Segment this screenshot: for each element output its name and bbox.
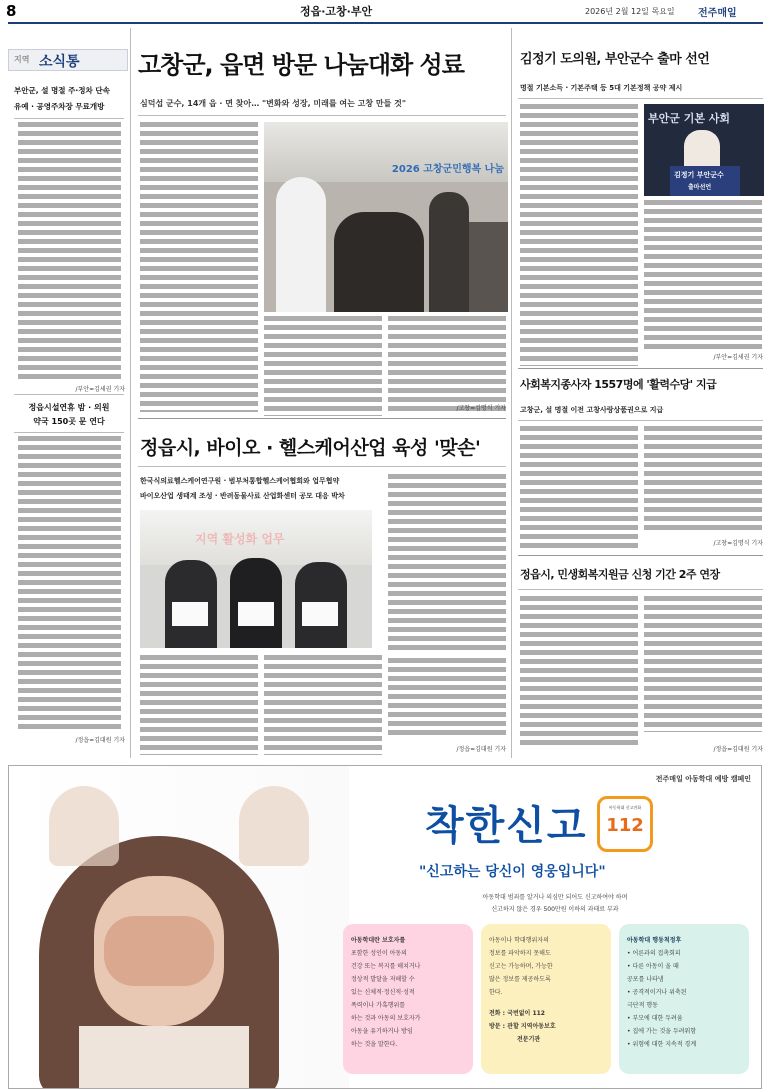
ad-info-box-how-to-report	[481, 924, 611, 1074]
ad-desc-line2: 신고하지 않은 경우 500만원 이하의 과태료 부과	[491, 906, 619, 913]
second-divider	[138, 466, 506, 467]
right3-body-col1	[520, 596, 638, 746]
right1-photo-sign-line2: 출마선언	[688, 184, 712, 191]
ad-box3-line: • 어른과의 접촉회피	[627, 950, 681, 957]
left-story1-byline: /부안=김세권 기자	[75, 386, 125, 393]
header-rule	[8, 22, 763, 24]
ad-slogan: "신고하는 당신이 영웅입니다"	[419, 864, 606, 880]
left-story2-title-line2: 약국 150곳 문 연다	[33, 417, 105, 426]
second-headline: 정읍시, 바이오 · 헬스케어산업 육성 '맞손'	[140, 437, 481, 459]
right1-subhead: 명절 기본소득 · 기본주택 등 5대 기본정책 공약 제시	[520, 84, 683, 92]
ad-box3-line: • 집에 가는 것을 두려워함	[627, 1028, 697, 1035]
ad-box1-line: 하는 것을 말한다.	[351, 1041, 398, 1048]
main-byline: /고창=김명식 기자	[456, 405, 506, 412]
second-body-col3	[264, 655, 382, 755]
ad-badge-number: 112	[606, 815, 644, 836]
left-divider	[14, 118, 124, 119]
right1-headline: 김정기 도의원, 부안군수 출마 선언	[520, 52, 710, 67]
ad-box1-line: 포함한 성인이 아동의	[351, 950, 407, 957]
right1-byline: /부안=김세권 기자	[713, 354, 763, 361]
ad-box1-line: 하는 것과 아동의 보호자가	[351, 1015, 421, 1022]
left-column-tag	[8, 49, 128, 71]
column-divider	[130, 28, 131, 758]
second-subhead-line2: 바이오산업 생태계 조성 · 반려동물사료 산업화센터 공모 대응 박차	[140, 492, 345, 500]
right3-byline: /정읍=김대원 기자	[713, 746, 763, 753]
ad-box2-line: 정보를 파악하지 못해도	[489, 950, 551, 957]
right1-body-col1	[520, 104, 638, 366]
second-photo	[140, 510, 372, 648]
right1-photo	[644, 104, 764, 196]
left-story2-body	[18, 436, 121, 732]
ad-box2-line: 많은 정보를 제공하도록	[489, 976, 551, 983]
left-divider	[14, 394, 124, 395]
right3-divider	[518, 589, 763, 590]
page-number: 8	[6, 2, 17, 20]
section-divider	[138, 418, 506, 419]
main-headline: 고창군, 읍면 방문 나눔대화 성료	[138, 51, 464, 79]
right3-body-col2	[644, 596, 762, 732]
ad-box3-line: • 부모에 대한 두려움	[627, 1015, 683, 1022]
left-story1-title-line2: 유예 · 공영주차장 무료개방	[14, 102, 105, 111]
left-divider	[14, 432, 124, 433]
column-divider	[511, 28, 512, 758]
ad-box2-line: 아동이나 학대행위자의	[489, 937, 549, 944]
ad-box1-line: 정상적 발달을 저해할 수	[351, 976, 415, 983]
page-header	[0, 0, 769, 22]
ad-box1-line: 있는 신체적·정신적·성적	[351, 989, 415, 996]
tag-label: 지역	[14, 55, 30, 64]
left-story1-title	[14, 83, 124, 115]
ad-box1-line: 아동학대란 보호자를	[351, 937, 406, 944]
second-subhead-line1: 한국식의료헬스케어연구원 · 범부처통합헬스케어협회와 업무협약	[140, 477, 340, 485]
ad-info-box-definition	[343, 924, 473, 1074]
main-subhead: 심덕섭 군수, 14개 읍 · 면 찾아… "변화와 성장, 미래를 여는 고창 만들 것"	[140, 99, 406, 108]
left-story1-title-line1: 부안군, 설 명절 주·정차 단속	[14, 86, 110, 95]
right3-headline: 정읍시, 민생회복지원금 신청 기간 2주 연장	[520, 568, 720, 581]
main-photo-banner: 2026 고창군민행복 나눔	[391, 164, 504, 175]
right1-photo-sign-line1: 김정기 부안군수	[674, 171, 724, 179]
left-story2-byline: /정읍=김대원 기자	[75, 737, 125, 744]
ad-box2-contact: 전문기관	[517, 1036, 541, 1043]
main-divider	[138, 115, 506, 116]
section-divider	[518, 368, 763, 369]
tag-title: 소식통	[39, 54, 80, 70]
second-subhead	[140, 474, 410, 504]
right2-subhead: 고창군, 설 명절 이전 고창사랑상품권으로 지급	[520, 406, 664, 414]
left-story2-title	[14, 401, 124, 429]
ad-box3-line: • 위험에 대한 지속적 경계	[627, 1041, 697, 1048]
ad-badge	[597, 796, 653, 852]
right2-body-col1	[520, 426, 638, 548]
ad-description	[425, 892, 685, 916]
paper-name: 전주매일	[698, 8, 737, 19]
right2-body-col2	[644, 426, 762, 534]
ad-desc-line1: 아동학대 범죄를 알거나 의심만 되어도 신고하여야 하며	[482, 894, 628, 901]
ad-box2-contact: 전화 : 국번없이 112	[489, 1010, 545, 1017]
ad-info-box-warning-signs	[619, 924, 749, 1074]
left-story2-title-line1: 정읍시설연휴 밤 · 의원	[28, 403, 110, 412]
section-divider	[518, 555, 763, 556]
second-body-col4	[388, 658, 506, 738]
main-body-col3	[388, 316, 506, 411]
second-photo-banner: 지역 활성화 업무	[195, 532, 285, 546]
ad-box3-line: 극단적 행동	[627, 1002, 658, 1009]
ad-box1-line: 폭력이나 가혹행위를	[351, 1002, 406, 1009]
right2-headline: 사회복지종사자 1557명에 '활력수당' 지급	[520, 378, 717, 391]
ad-illustration	[9, 766, 349, 1088]
ad-box2-contact: 방문 : 관할 지역아동보호	[489, 1023, 556, 1030]
ad-box3-line: • 공격적이거나 위축된	[627, 989, 687, 996]
second-body-col1	[388, 474, 506, 654]
ad-box2-line: 신고는 가능하며, 가능한	[489, 963, 553, 970]
main-body-col1	[140, 122, 258, 412]
main-body-col2	[264, 316, 382, 416]
ad-box	[8, 765, 762, 1089]
ad-logo: 착한신고	[425, 803, 588, 849]
right1-body-col2	[644, 200, 762, 350]
second-body-col2	[140, 655, 258, 755]
issue-date: 2026년 2월 12일 목요일	[585, 7, 675, 16]
ad-box3-line: • 다른 아동이 울 때	[627, 963, 679, 970]
right2-byline: /고창=김명식 기자	[713, 540, 763, 547]
ad-box1-line: 아동을 유기하거나 방임	[351, 1028, 413, 1035]
right1-divider	[518, 98, 763, 99]
right1-photo-banner: 부안군 기본 사회	[648, 112, 731, 125]
ad-box1-line: 건강 또는 복지를 해치거나	[351, 963, 421, 970]
ad-campaign: 전주매일 아동학대 예방 캠페인	[655, 775, 751, 783]
main-photo	[264, 122, 508, 312]
ad-box3-title: 아동학대 행동척정후	[627, 937, 682, 944]
ad-box3-line: 공포를 나타냄	[627, 976, 664, 983]
left-story1-body	[18, 122, 121, 380]
right2-divider	[518, 420, 763, 421]
section-title: 정읍·고창·부안	[300, 5, 373, 18]
ad-box2-line: 한다.	[489, 989, 503, 996]
second-byline: /정읍=김대원 기자	[456, 746, 506, 753]
ad-badge-caption: 아동학대 신고전화	[608, 805, 642, 810]
